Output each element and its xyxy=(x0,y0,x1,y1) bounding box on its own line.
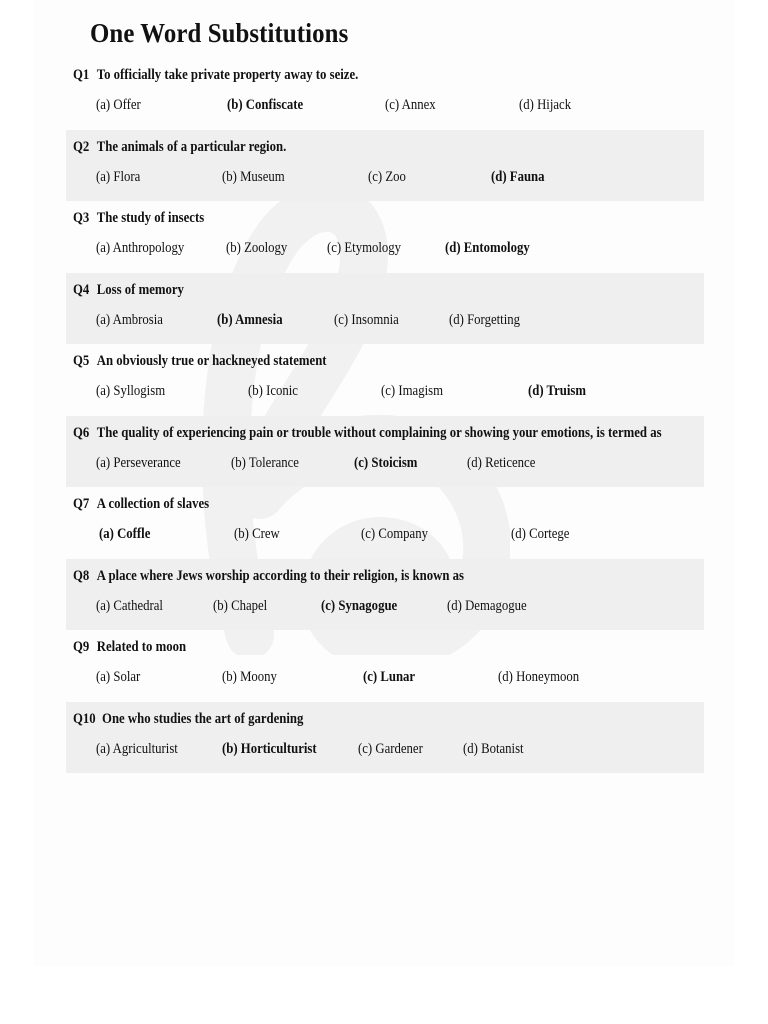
question-number: Q3 xyxy=(73,210,90,226)
answer-option: (a) Solar xyxy=(96,669,141,685)
question-prompt: The quality of experiencing pain or trouble without complaining or showing your emotions, is termed as xyxy=(96,424,662,441)
question-row xyxy=(66,630,704,702)
answer-option: (a) Syllogism xyxy=(96,383,166,399)
question-number: Q8 xyxy=(73,567,90,584)
question-text xyxy=(73,210,204,227)
answer-option: (c) Zoo xyxy=(368,168,406,185)
question-row xyxy=(66,416,704,488)
question-prompt: Related to moon xyxy=(96,639,187,655)
question-number: Q7 xyxy=(73,496,90,512)
answer-option: (c) Etymology xyxy=(327,240,402,256)
correct-answer-option: (c) Stoicism xyxy=(354,454,418,471)
answer-option: (b) Crew xyxy=(234,526,280,542)
answer-option: (a) Perseverance xyxy=(96,454,181,471)
question-text xyxy=(73,639,186,656)
question-text xyxy=(73,67,358,84)
question-number: Q6 xyxy=(73,424,90,441)
correct-answer-option: (a) Coffle xyxy=(99,526,151,542)
question-text xyxy=(73,425,662,442)
question-prompt: An obviously true or hackneyed statement xyxy=(96,353,327,369)
answer-option: (b) Tolerance xyxy=(231,454,299,471)
question-row xyxy=(66,201,704,273)
answer-option: (a) Agriculturist xyxy=(96,740,178,757)
correct-answer-option: (b) Confiscate xyxy=(227,97,304,113)
answer-option: (b) Iconic xyxy=(248,383,298,399)
correct-answer-option: (b) Horticulturist xyxy=(222,740,317,757)
answer-option: (d) Demagogue xyxy=(447,597,527,614)
question-row xyxy=(66,702,704,774)
answer-option: (d) Hijack xyxy=(519,97,572,113)
question-text xyxy=(73,711,303,728)
answer-option: (c) Company xyxy=(361,526,428,542)
answer-option: (d) Botanist xyxy=(463,740,524,757)
question-row xyxy=(66,130,704,202)
correct-answer-option: (c) Synagogue xyxy=(321,597,398,614)
question-prompt: The study of insects xyxy=(96,210,205,226)
question-number: Q10 xyxy=(73,710,96,727)
question-text xyxy=(73,139,286,156)
question-prompt: A collection of slaves xyxy=(96,496,210,512)
correct-answer-option: (d) Truism xyxy=(528,383,587,399)
answer-option: (b) Moony xyxy=(222,669,277,685)
answer-option: (c) Annex xyxy=(385,97,436,113)
answer-option: (c) Imagism xyxy=(381,383,444,399)
question-prompt: Loss of memory xyxy=(96,281,184,298)
question-text xyxy=(73,496,209,513)
question-number: Q2 xyxy=(73,138,90,155)
correct-answer-option: (b) Amnesia xyxy=(217,311,283,328)
question-number: Q5 xyxy=(73,353,90,369)
question-text xyxy=(73,282,184,299)
question-text xyxy=(73,353,327,370)
answer-option: (a) Anthropology xyxy=(96,240,185,256)
question-row xyxy=(66,273,704,345)
question-number: Q4 xyxy=(73,281,90,298)
answer-option: (b) Zoology xyxy=(226,240,288,256)
answer-option: (d) Reticence xyxy=(467,454,536,471)
answer-option: (c) Insomnia xyxy=(334,311,399,328)
answer-option: (a) Ambrosia xyxy=(96,311,163,328)
answer-option: (d) Honeymoon xyxy=(498,669,580,685)
question-number: Q9 xyxy=(73,639,90,655)
correct-answer-option: (d) Entomology xyxy=(445,240,530,256)
answer-option: (d) Cortege xyxy=(511,526,570,542)
question-prompt: A place where Jews worship according to their religion, is known as xyxy=(96,567,464,584)
correct-answer-option: (c) Lunar xyxy=(363,669,416,685)
question-prompt: One who studies the art of gardening xyxy=(102,710,304,727)
question-prompt: The animals of a particular region. xyxy=(96,138,287,155)
answer-option: (a) Offer xyxy=(96,97,141,113)
question-row xyxy=(66,58,704,130)
answer-option: (b) Museum xyxy=(222,168,285,185)
page-title: One Word Substitutions xyxy=(90,18,349,48)
question-prompt: To officially take private property away to seize. xyxy=(96,67,359,83)
answer-option: (a) Cathedral xyxy=(96,597,163,614)
question-row xyxy=(66,344,704,416)
answer-option: (c) Gardener xyxy=(358,740,423,757)
question-row xyxy=(66,487,704,559)
answer-option: (b) Chapel xyxy=(213,597,268,614)
question-text xyxy=(73,568,464,585)
answer-option: (a) Flora xyxy=(96,168,141,185)
correct-answer-option: (d) Fauna xyxy=(491,168,545,185)
question-number: Q1 xyxy=(73,67,90,83)
answer-option: (d) Forgetting xyxy=(449,311,521,328)
question-list xyxy=(66,58,704,773)
question-row xyxy=(66,559,704,631)
